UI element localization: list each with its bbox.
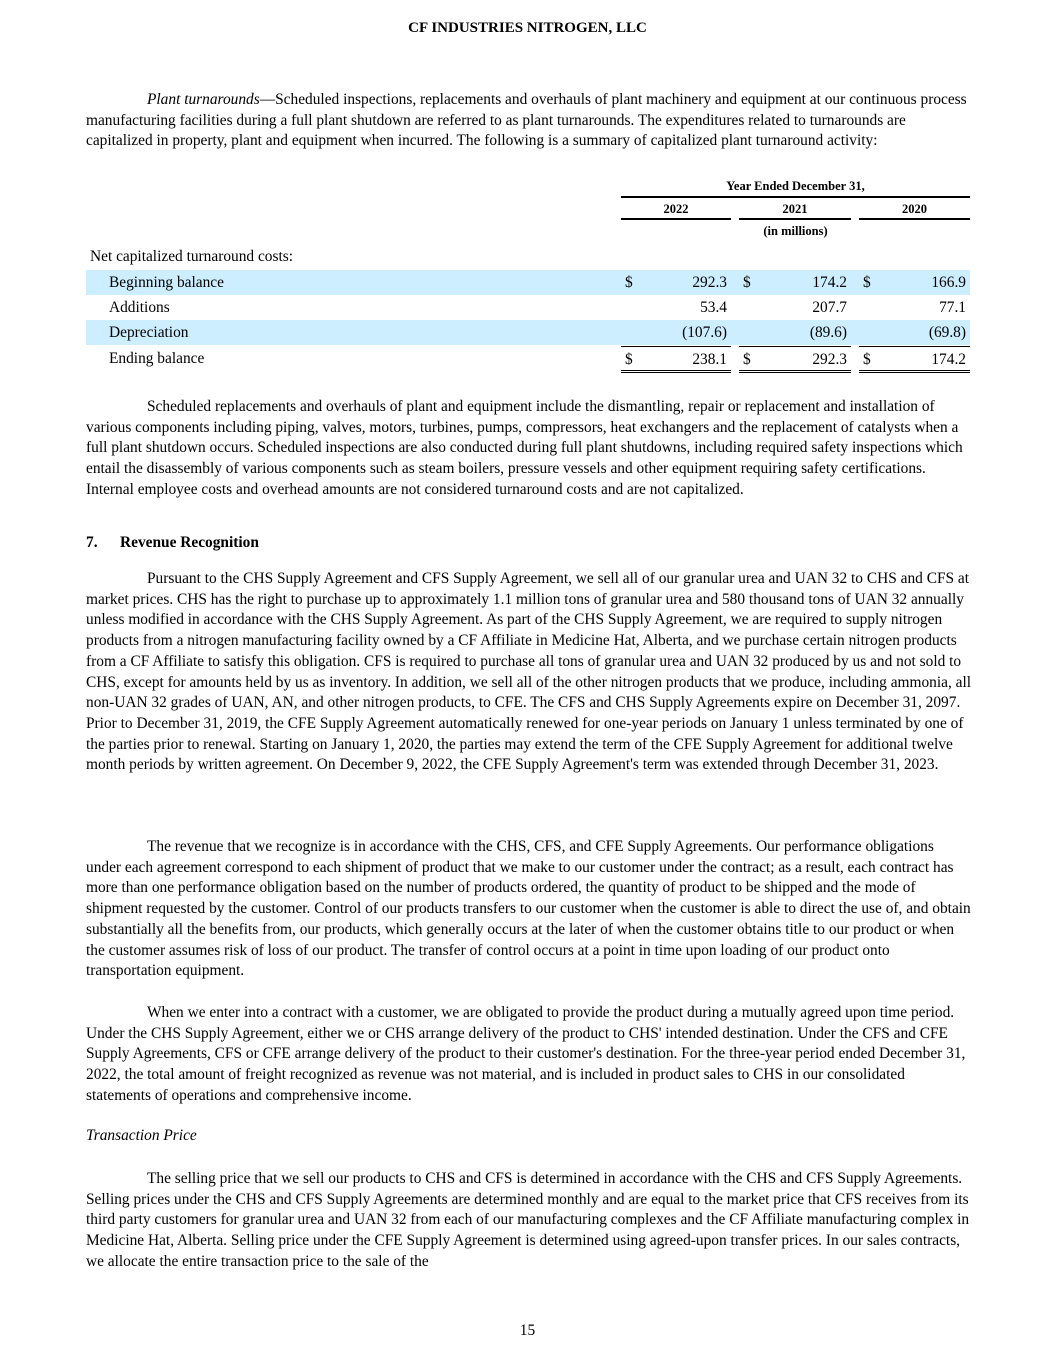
cell-2021 xyxy=(739,270,851,293)
currency-symbol: $ xyxy=(743,274,751,291)
section-heading xyxy=(86,534,259,552)
paragraph-text: When we enter into a contract with a customer, we are obligated to provide the product during a mutually agreed upon time period. Under the CHS Supply Agreement, either we or CHS arrange delivery of the product to CHS' intended destination. Under the CFS and CFE Supply Agreements, CFS or CFE arrange delivery of the product to their customer's destination. For the three-year period ended December 31, 2022, the total amount of freight recognized as revenue was not material, and is included in product sales to CHS in our consolidated statements of operations and comprehensive income. xyxy=(86,1004,966,1104)
cell-value: 166.9 xyxy=(931,274,966,291)
units-label: (in millions) xyxy=(763,224,828,238)
paragraph-text: The revenue that we recognize is in accordance with the CHS, CFS, and CFE Supply Agreements. Our performance obligations under each agreement correspond to each shipment of product that we make to our customer under the contract; as a result, each contract has more than one performance obligation based on the number of products ordered, the quantity of product to be shipped and the mode of shipment requested by the customer. Control of our products transfers to our customer when the customer is able to direct the use of, and obtain substantially all the benefits from, our products, which generally occurs at the later of when the customer obtains title to our product or when the customer assumes risk of loss of our product. The transfer of control occurs at a point in time upon loading of our product onto transportation equipment. xyxy=(86,838,971,980)
row-label: Beginning balance xyxy=(109,274,224,291)
cell-value: 207.7 xyxy=(812,299,847,316)
cell-value: (89.6) xyxy=(809,324,847,341)
currency-symbol: $ xyxy=(863,274,871,291)
cell-2022 xyxy=(621,295,731,318)
cell-value: 238.1 xyxy=(692,351,727,368)
cell-value: 53.4 xyxy=(700,299,727,316)
paragraph-text: The selling price that we sell our products to CHS and CFS is determined in accordance with the CHS and CFS Supply Agreements. Selling prices under the CHS and CFS Supply Agreements are determined monthly and are equal to the market price that CFS receives from its third party customers for granular urea and UAN 32 from each of our manufacturing complexes and the CF Affiliate manufacturing complex in Medicine Hat, Alberta. Selling price under the CFE Supply Agreement is determined using agreed-upon transfer prices. In our sales contracts, we allocate the entire transaction price to the sale of the xyxy=(86,1170,970,1270)
cell-value: 292.3 xyxy=(812,351,847,368)
cell-2021 xyxy=(739,320,851,343)
cell-2022 xyxy=(621,320,731,343)
section-title: Revenue Recognition xyxy=(120,534,259,551)
row-label: Ending balance xyxy=(109,350,205,367)
cell-value: (69.8) xyxy=(928,324,966,341)
supply-agreements-paragraph xyxy=(86,569,972,776)
cell-2020 xyxy=(859,320,970,343)
period-header: Year Ended December 31, xyxy=(621,176,970,198)
page-number: 15 xyxy=(519,1322,536,1339)
cell-value: 292.3 xyxy=(692,274,727,291)
cell-value: (107.6) xyxy=(682,324,727,341)
row-label: Additions xyxy=(109,299,170,316)
delivery-paragraph xyxy=(86,1003,972,1107)
paragraph-text: Scheduled replacements and overhauls of plant and equipment include the dismantling, repair or replacement and installation of various components including piping, valves, motors, turbines, pumps, compressors, heat exchangers and the replacement of catalysts when a full plant shutdown occurs. Scheduled inspections are also conducted during full plant shutdowns, including required safety inspections which entail the disassembly of various components such as steam boilers, pressure vessels and other equipment requiring safety certifications. Internal employee costs and overhead amounts are not considered turnaround costs and are not capitalized. xyxy=(86,398,963,498)
table-row xyxy=(86,320,970,345)
currency-symbol: $ xyxy=(625,274,633,291)
page-header: CF INDUSTRIES NITROGEN, LLC xyxy=(408,20,647,36)
row-label: Depreciation xyxy=(109,324,189,341)
cell-value: 174.2 xyxy=(812,274,847,291)
section-number: 7. xyxy=(86,534,98,551)
turnaround-detail-paragraph xyxy=(86,397,972,501)
table-row xyxy=(86,270,970,295)
cell-2020 xyxy=(859,295,970,318)
cell-2022 xyxy=(621,346,731,373)
cell-value: 77.1 xyxy=(939,299,966,316)
cell-2020 xyxy=(859,270,970,293)
year-header-2021: 2021 xyxy=(739,200,851,220)
table-caption: Net capitalized turnaround costs: xyxy=(90,248,294,265)
cell-2021 xyxy=(739,346,851,373)
intro-text: —Scheduled inspections, replacements and overhauls of plant machinery and equipment at our continuous process manufacturing facilities during a full plant shutdown are referred to as plant turnarounds. The expenditures related to turnarounds are capitalized in property, plant and equipment when incurred. The following is a summary of capitalized plant turnaround activity: xyxy=(86,91,967,150)
currency-symbol: $ xyxy=(625,351,633,368)
currency-symbol: $ xyxy=(863,351,871,368)
cell-2020 xyxy=(859,346,970,373)
transaction-price-paragraph xyxy=(86,1169,972,1273)
intro-paragraph xyxy=(86,90,972,152)
transaction-price-subheading: Transaction Price xyxy=(86,1127,197,1144)
year-header-2022: 2022 xyxy=(621,200,731,220)
cell-2021 xyxy=(739,295,851,318)
year-header-2020: 2020 xyxy=(859,200,970,220)
cell-2022 xyxy=(621,270,731,293)
cell-value: 174.2 xyxy=(931,351,966,368)
intro-lead: Plant turnarounds xyxy=(147,91,260,108)
currency-symbol: $ xyxy=(743,351,751,368)
table-caption-row xyxy=(86,244,970,269)
table-row xyxy=(86,295,970,320)
paragraph-text: Pursuant to the CHS Supply Agreement and CFS Supply Agreement, we sell all of our granular urea and UAN 32 to CHS and CFS at market prices. CHS has the right to purchase up to approximately 1.1 million tons of granular urea and 580 thousand tons of UAN 32 annually unless modified in accordance with the CHS Supply Agreement. As part of the CHS Supply Agreement, we are required to supply nitrogen products from a nitrogen manufacturing facility owned by a CF Affiliate in Medicine Hat, Alberta, and we purchase certain nitrogen products from a CF Affiliate to satisfy this obligation. CFS is required to purchase all tons of granular urea and UAN 32 produced by us and not sold to CHS, except for amounts held by us as inventory. In addition, we sell all of the other nitrogen products that we produce, including ammonia, all non-UAN 32 grades of UAN, AN, and other nitrogen products, to CFE. The CFS and CHS Supply Agreements expire on December 31, 2097. Prior to December 31, 2019, the CFE Supply Agreement automatically renewed for one-year periods on January 1 unless terminated by one of the parties prior to renewal. Starting on January 1, 2020, the parties may extend the term of the CFE Supply Agreement for additional twelve month periods by written agreement. On December 9, 2022, the CFE Supply Agreement's term was extended through December 31, 2023. xyxy=(86,570,972,774)
table-row xyxy=(86,346,970,371)
performance-paragraph xyxy=(86,837,972,982)
